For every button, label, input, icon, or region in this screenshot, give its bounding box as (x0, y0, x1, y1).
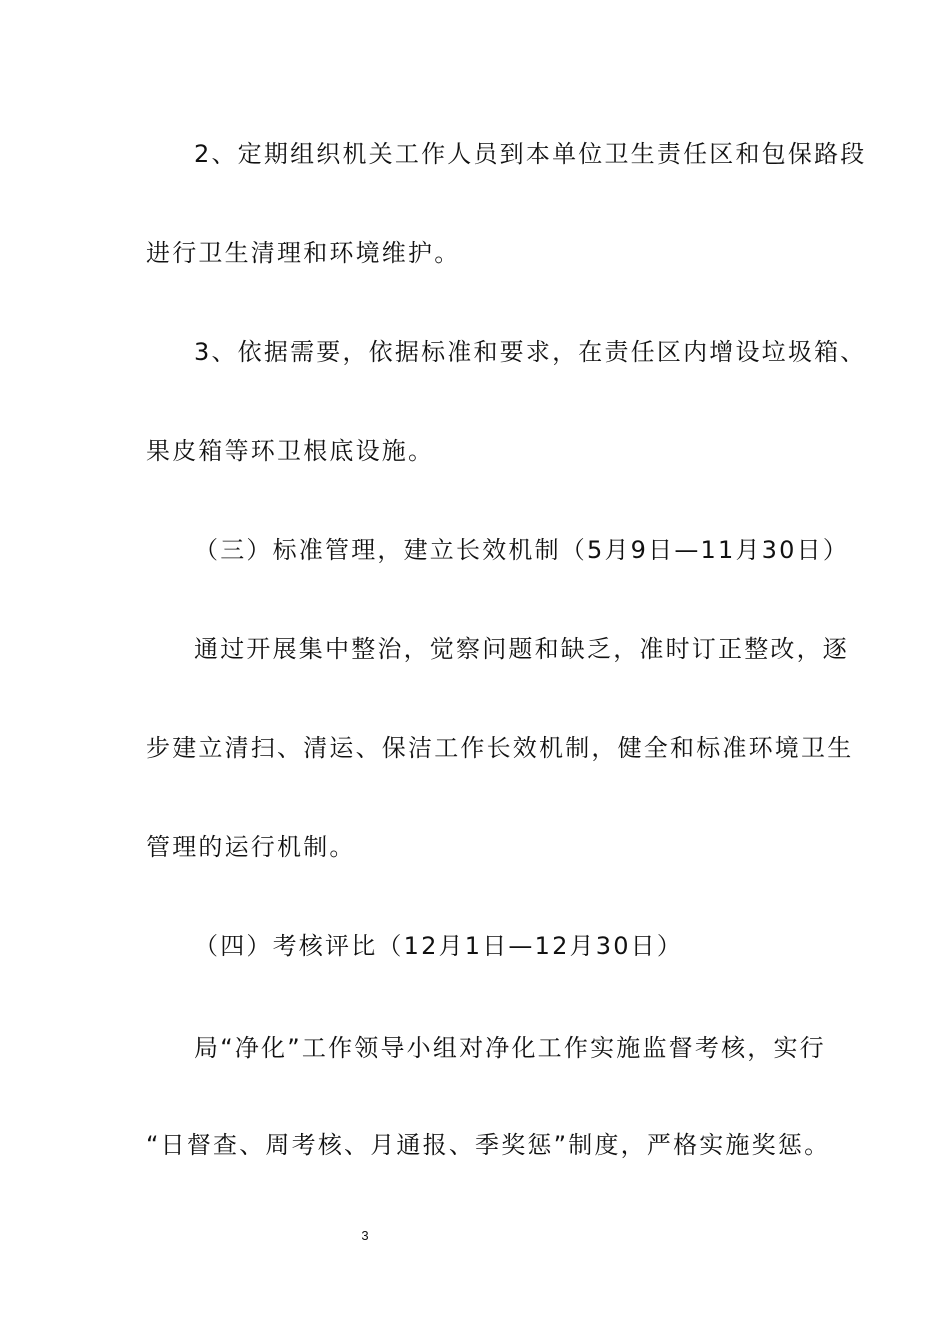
paragraph-line: 步建立清扫、清运、保洁工作长效机制，健全和标准环境卫生 (146, 734, 854, 762)
section-heading: （四）考核评比（12月1日—12月30日） (194, 932, 684, 960)
paragraph-line: “日督查、周考核、月通报、季奖惩”制度，严格实施奖惩。 (146, 1131, 831, 1159)
paragraph-line: 2、定期组织机关工作人员到本单位卫生责任区和包保路段 (194, 140, 867, 168)
paragraph-line: 局“净化”工作领导小组对净化工作实施监督考核，实行 (194, 1034, 826, 1062)
paragraph-line: 3、依据需要，依据标准和要求，在责任区内增设垃圾箱、 (194, 338, 867, 366)
paragraph-line: 通过开展集中整治，觉察问题和缺乏，准时订正整改，逐 (194, 635, 849, 663)
paragraph-line: 管理的运行机制。 (146, 833, 356, 861)
paragraph-line: 进行卫生清理和环境维护。 (146, 239, 461, 267)
section-heading: （三）标准管理，建立长效机制（5月9日—11月30日） (194, 536, 850, 564)
paragraph-line: 果皮箱等环卫根底设施。 (146, 437, 435, 465)
page-number: 3 (361, 1228, 369, 1243)
